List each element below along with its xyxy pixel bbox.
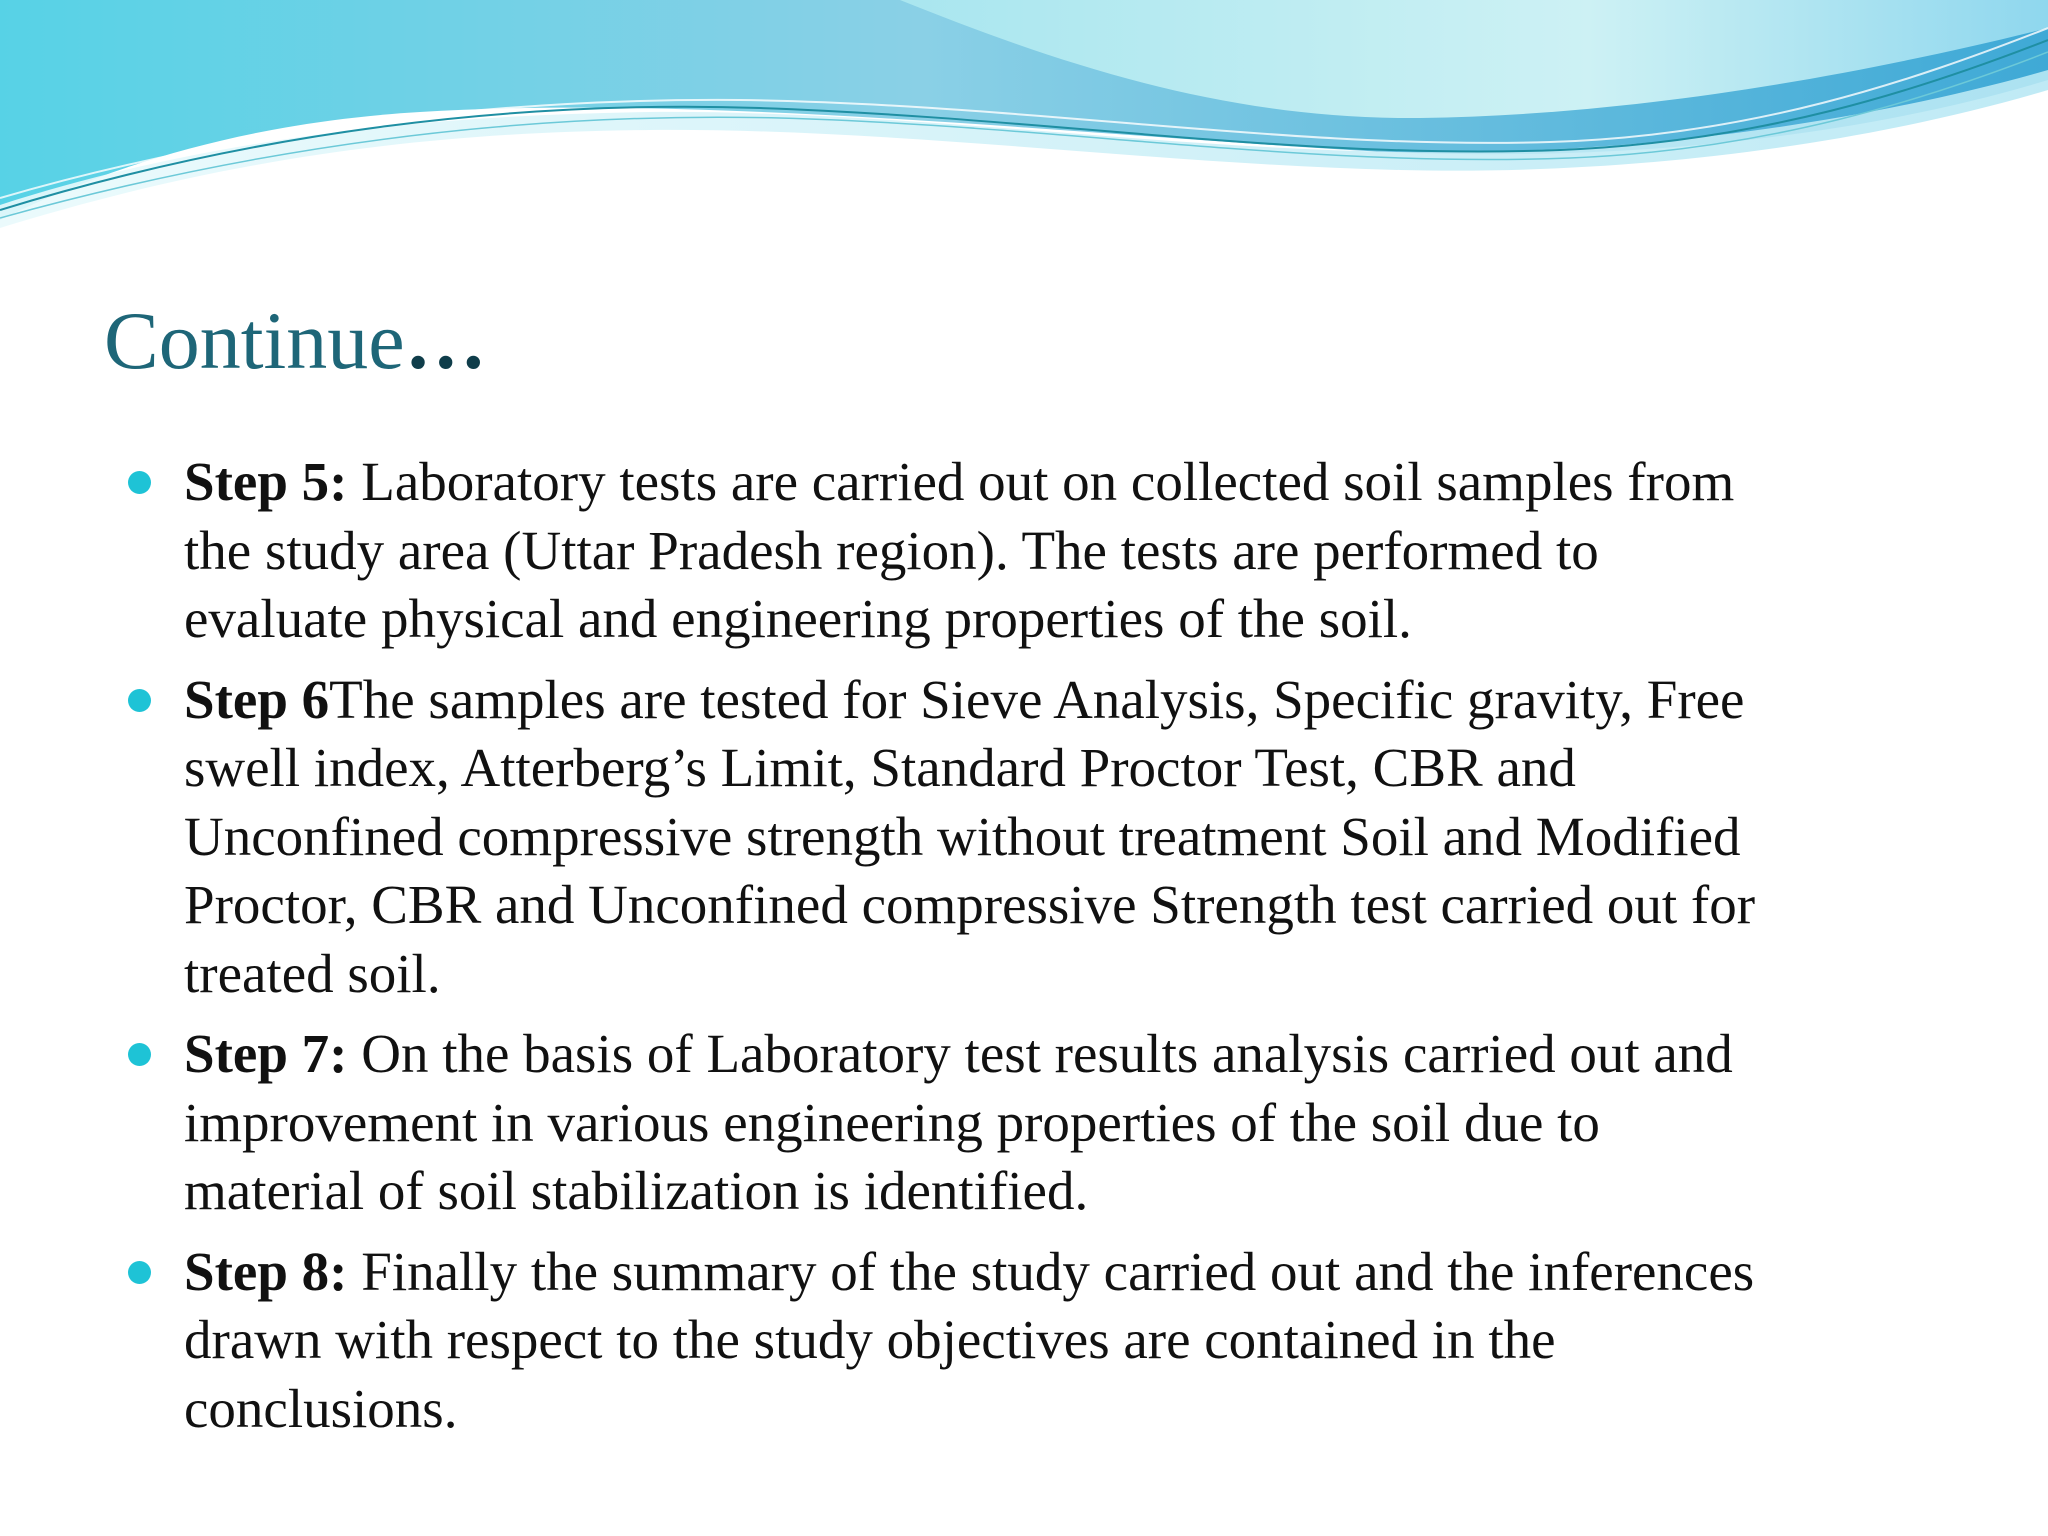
bullet-line: Unconfined compressive strength without treatment Soil and Modified [184, 805, 1741, 867]
bullet-line: swell index, Atterberg’s Limit, Standard Proctor Test, CBR and [184, 737, 1576, 798]
bullet-line [184, 666, 1988, 735]
bullet-step-5 [0, 448, 2048, 654]
bullet-line: drawn with respect to the study objectives are contained in the [184, 1309, 1556, 1370]
slide-title-text: Continue [104, 295, 405, 386]
bullet-line: the study area (Uttar Pradesh region). The tests are performed to [184, 519, 1599, 581]
bullet-line: treated soil. [184, 942, 441, 1004]
bullet-line: conclusions. [184, 1377, 458, 1439]
step-label: Step 6 [184, 668, 330, 730]
bullet-line: improvement in various engineering properties of the soil due to [184, 1091, 1600, 1153]
step-label: Step 8: [184, 1240, 348, 1302]
slide-title [104, 295, 489, 386]
slide-title-ellipsis: … [404, 295, 489, 386]
bullet-line [184, 448, 1988, 517]
bullet-dot-icon [128, 689, 151, 712]
steps-bullet-list [0, 448, 2048, 1455]
bullet-text: The samples are tested for Sieve Analysis, Specific gravity, Free [329, 668, 1745, 730]
bullet-step-6 [0, 666, 2048, 1009]
bullet-text: Finally the summary of the study carried out and the inferences [347, 1240, 1755, 1302]
bullet-dot-icon [128, 1043, 151, 1066]
step-label: Step 7: [184, 1023, 348, 1084]
bullet-line: evaluate physical and engineering properties of the soil. [184, 588, 1412, 649]
bullet-dot-icon [128, 1261, 151, 1284]
bullet-line [184, 1020, 1988, 1089]
bullet-line: material of soil stabilization is identified. [184, 1160, 1089, 1221]
bullet-line: Proctor, CBR and Unconfined compressive Strength test carried out for [184, 874, 1756, 935]
bullet-step-7 [0, 1020, 2048, 1226]
bullet-text: Laboratory tests are carried out on collected soil samples from [347, 451, 1735, 512]
header-wave-decoration [0, 0, 2048, 240]
bullet-line [184, 1238, 1988, 1307]
bullet-step-8 [0, 1238, 2048, 1444]
bullet-dot-icon [128, 471, 151, 494]
step-label: Step 5: [184, 451, 348, 512]
bullet-text: On the basis of Laboratory test results analysis carried out and [347, 1023, 1733, 1084]
